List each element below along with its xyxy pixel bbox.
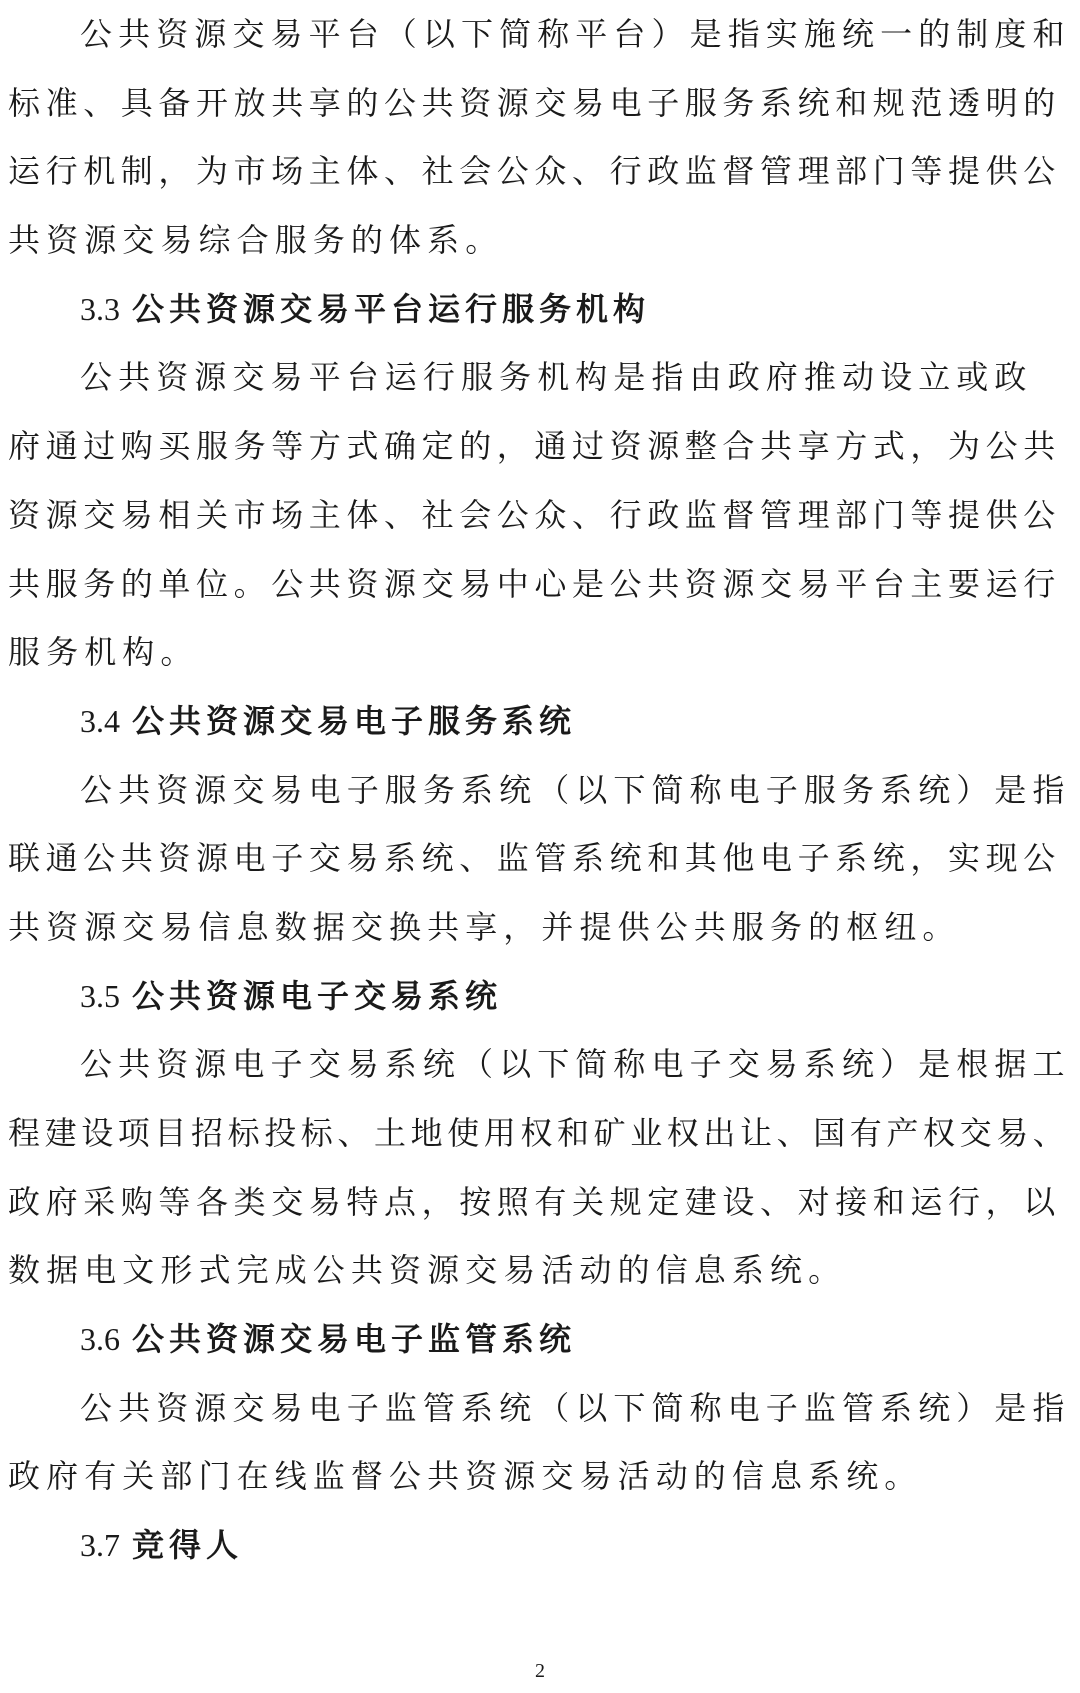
paragraph-line: 府通过购买服务等方式确定的，通过资源整合共享方式，为公共 bbox=[8, 427, 1061, 466]
paragraph-line: 公共资源交易电子服务系统（以下简称电子服务系统）是指 bbox=[80, 770, 1071, 809]
paragraph-line: 标准、具备开放共享的公共资源交易电子服务系统和规范透明的 bbox=[8, 83, 1061, 122]
paragraph-line: 公共资源交易平台（以下简称平台）是指实施统一的制度和 bbox=[80, 15, 1071, 53]
section-title: 竞得人 bbox=[132, 1526, 244, 1565]
section-heading-3-5 bbox=[8, 962, 1072, 1031]
section-number: 3.6 bbox=[80, 1321, 120, 1358]
section-number: 3.3 bbox=[80, 290, 120, 327]
paragraph-line: 政府采购等各类交易特点，按照有关规定建设、对接和运行，以 bbox=[8, 1182, 1061, 1221]
paragraph-line: 公共资源交易电子监管系统（以下简称电子监管系统）是指 bbox=[80, 1388, 1071, 1427]
section-title: 公共资源交易平台运行服务机构 bbox=[132, 289, 651, 328]
section-heading-3-4 bbox=[8, 687, 1072, 756]
paragraph-line: 运行机制，为市场主体、社会公众、行政监督管理部门等提供公 bbox=[8, 152, 1061, 191]
paragraph-line: 共资源交易综合服务的体系。 bbox=[8, 221, 504, 260]
section-heading-3-7 bbox=[8, 1511, 1072, 1580]
document-body bbox=[8, 0, 1072, 1580]
paragraph-line: 公共资源交易平台运行服务机构是指由政府推动设立或政 bbox=[80, 358, 1033, 397]
section-number: 3.7 bbox=[80, 1527, 120, 1564]
section-number: 3.4 bbox=[80, 702, 120, 739]
section-title: 公共资源交易电子监管系统 bbox=[132, 1320, 577, 1359]
paragraph-line: 共服务的单位。公共资源交易中心是公共资源交易平台主要运行 bbox=[8, 564, 1061, 603]
paragraph-line: 政府有关部门在线监督公共资源交易活动的信息系统。 bbox=[8, 1457, 923, 1496]
paragraph-line: 程建设项目招标投标、土地使用权和矿业权出让、国有产权交易、 bbox=[8, 1114, 1070, 1152]
section-heading-3-6 bbox=[8, 1305, 1072, 1374]
section-title: 公共资源交易电子服务系统 bbox=[132, 701, 577, 740]
section-title: 公共资源电子交易系统 bbox=[132, 976, 503, 1015]
page-number: 2 bbox=[535, 1660, 545, 1682]
paragraph-line: 联通公共资源电子交易系统、监管系统和其他电子系统，实现公 bbox=[8, 839, 1061, 878]
paragraph-line: 公共资源电子交易系统（以下简称电子交易系统）是根据工 bbox=[80, 1045, 1071, 1084]
section-heading-3-3 bbox=[8, 275, 1072, 344]
paragraph-line: 资源交易相关市场主体、社会公众、行政监督管理部门等提供公 bbox=[8, 495, 1061, 534]
paragraph-line: 数据电文形式完成公共资源交易活动的信息系统。 bbox=[8, 1251, 847, 1290]
paragraph-line: 服务机构。 bbox=[8, 633, 199, 672]
section-number: 3.5 bbox=[80, 977, 120, 1014]
paragraph-line: 共资源交易信息数据交换共享，并提供公共服务的枢纽。 bbox=[8, 907, 961, 946]
